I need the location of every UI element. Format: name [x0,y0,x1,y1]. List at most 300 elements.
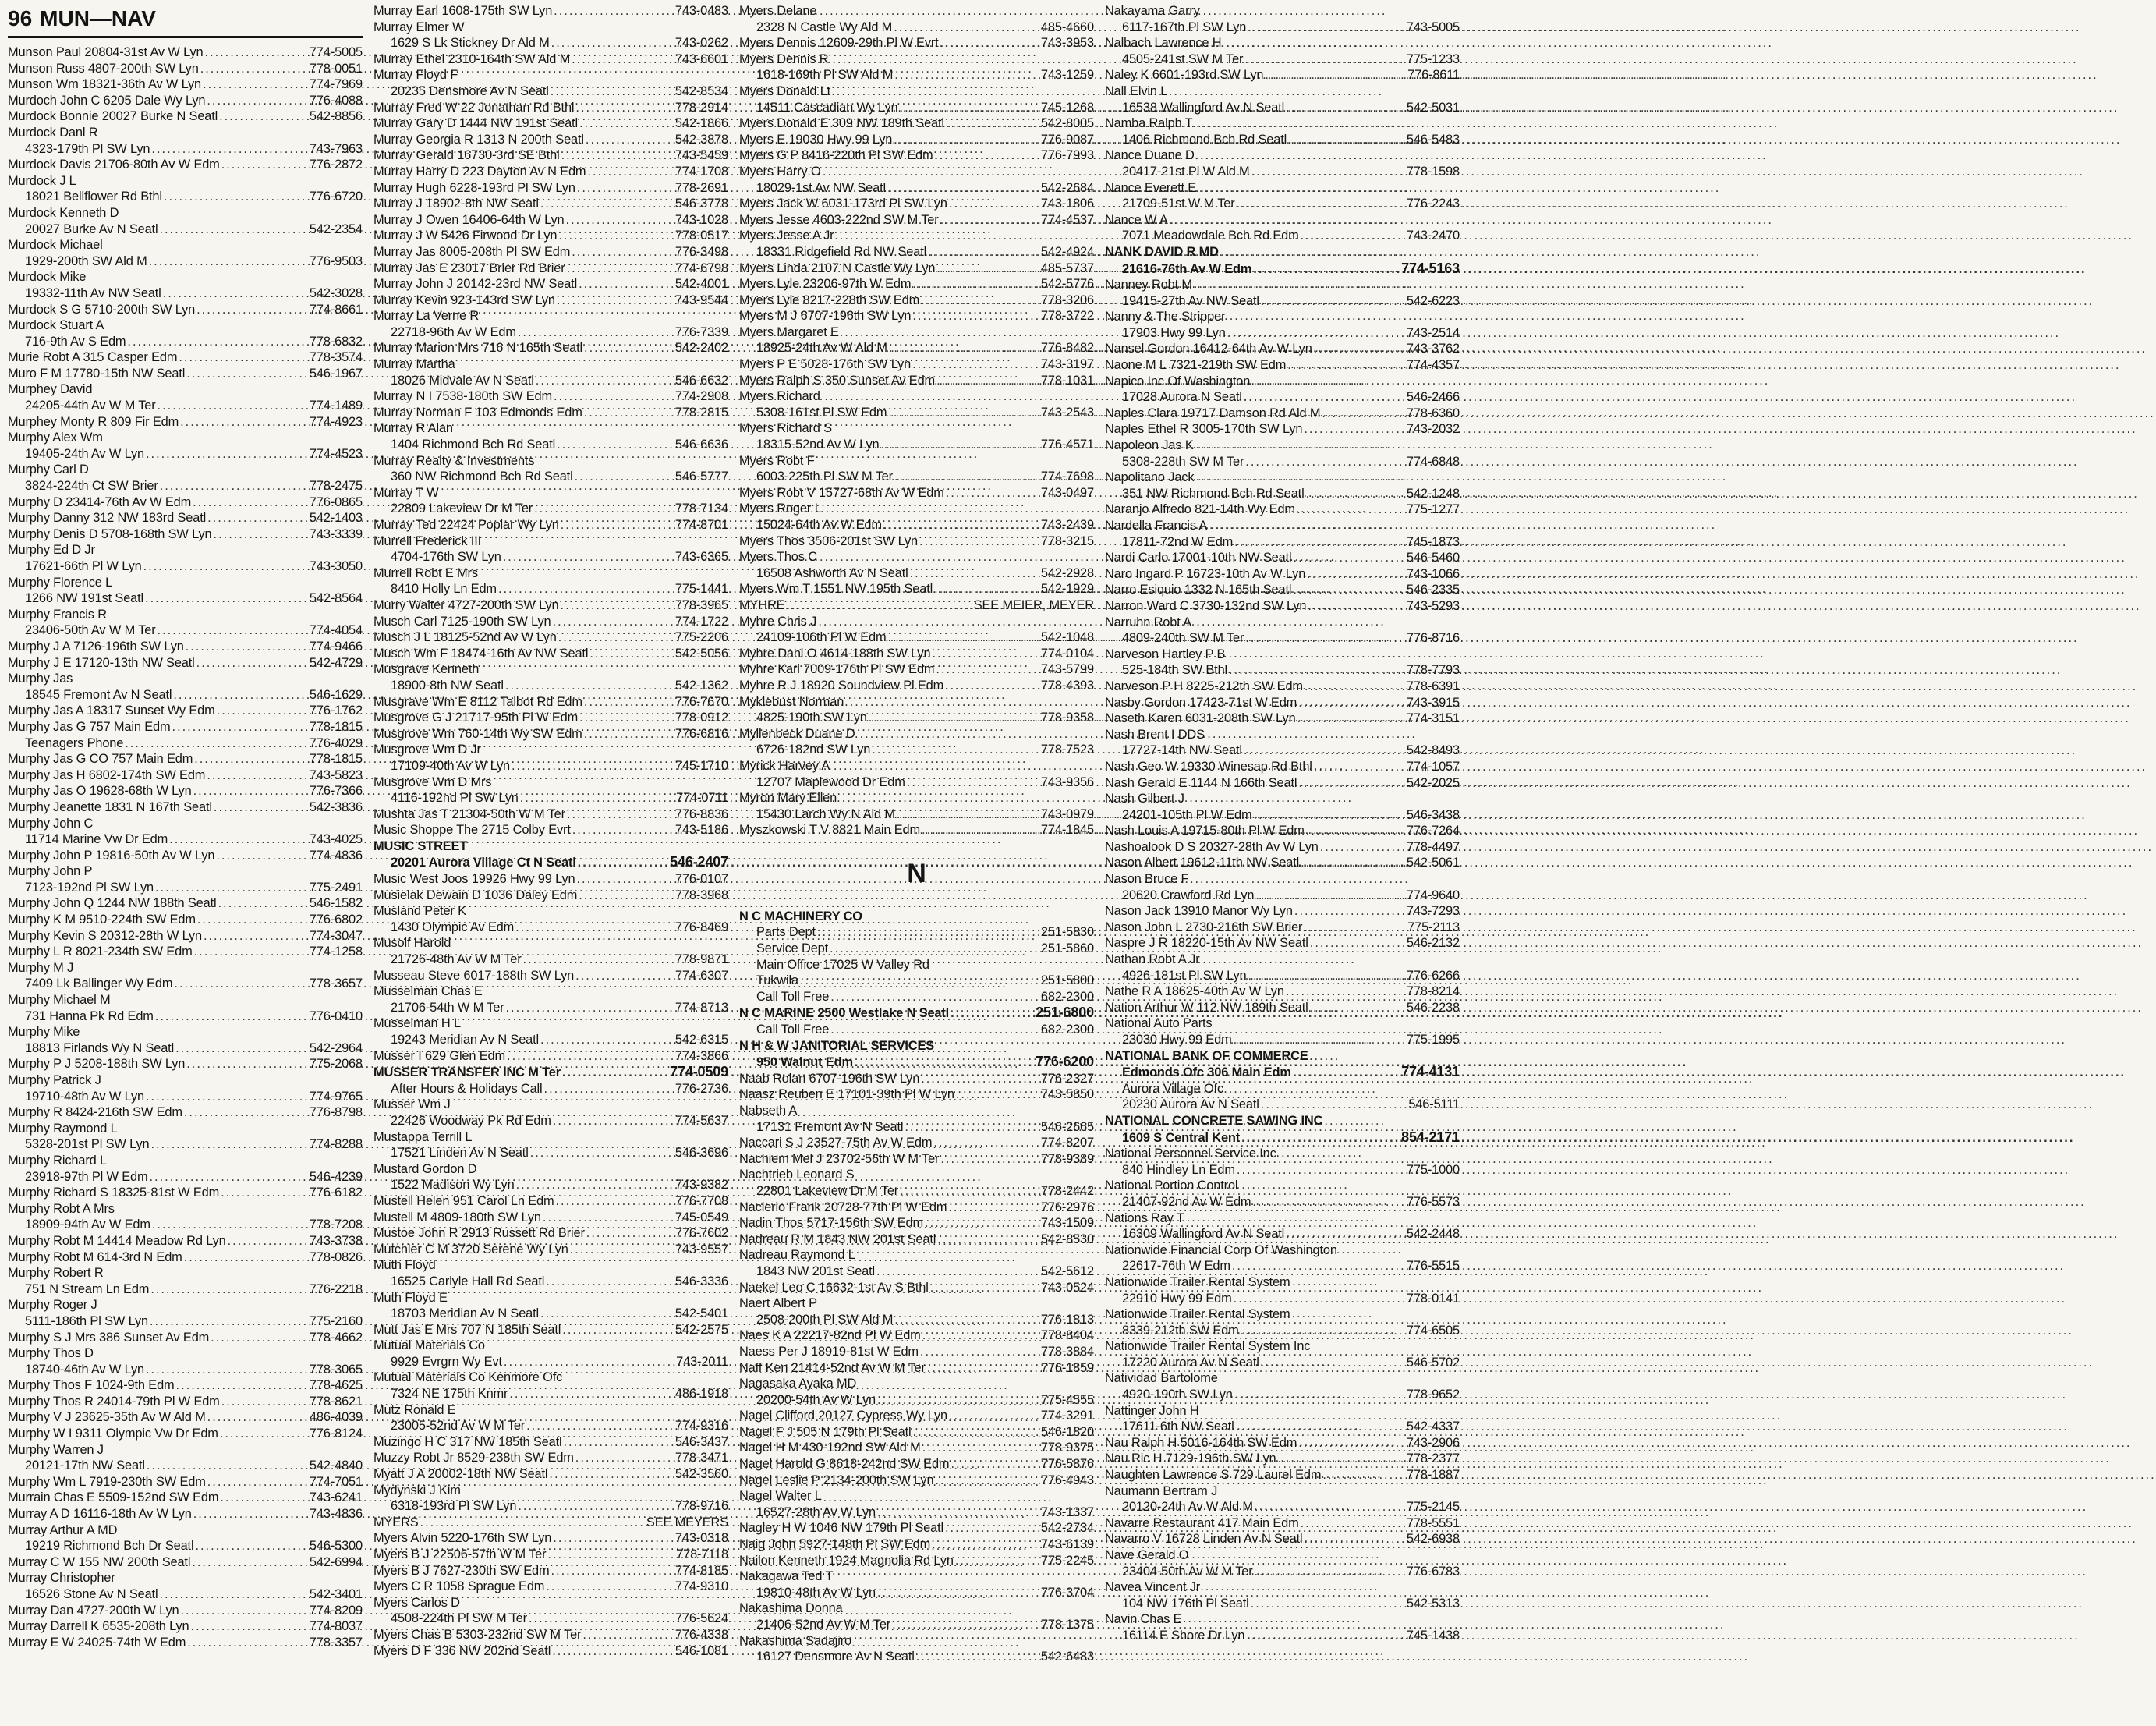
dot-leader [539,196,675,212]
dot-leader [191,494,310,511]
listing-phone: 776-4088 [309,93,363,108]
listing-name: Murphy Roger J [8,1298,97,1313]
dot-leader [919,292,1041,309]
listing-entry [373,1290,728,1306]
listing-name: Myers Alvin 5220-176th SW Lyn [373,1531,552,1546]
listing-entry [373,1081,728,1097]
listing-entry [8,93,363,109]
listing-name: 351 NW Richmond Bch Rd Seatl [1122,486,1305,501]
listing-entry [1105,1081,1460,1097]
dot-leader [199,61,310,77]
listing-entry [1105,952,1460,968]
listing-name: 3824-224th Ct SW Brier [25,479,158,494]
listing-phone: 542-4924 [1040,244,1094,259]
listing-entry [373,854,728,871]
listing-entry [739,51,1094,68]
listing-name: Murray Ethel 2310-164th SW Ald M [373,51,571,66]
listing-entry [8,302,363,318]
listing-phone: 743-9544 [674,292,728,307]
listing-phone: 546-5483 [1406,132,1460,147]
listing-entry [8,1121,363,1137]
listing-name: 2508-200th Pl SW Ald M [756,1312,894,1327]
listing-phone: 542-6483 [1040,1650,1094,1664]
listing-entry [373,1032,728,1048]
dot-leader [876,1504,1041,1521]
listing-name: 18545 Fremont Av N Seatl [25,687,172,702]
listing-name: Myers Jesse 4603-222nd SW M Ter [739,212,939,227]
listing-phone: 778-7793 [1406,663,1460,678]
listing-name: Murphy D 23414-76th Av W Edm [8,494,192,509]
listing-phone: 778-0826 [309,1249,363,1264]
listing-entry [1105,1178,1460,1194]
listing-phone: 774-2908 [674,389,728,404]
listing-phone: 546-5460 [1406,551,1460,565]
listing-entry [373,517,728,533]
listing-phone: 774-8185 [674,1563,728,1578]
listing-phone: 774-6848 [1406,454,1460,469]
listing-entry [739,1520,1094,1536]
dot-leader [1284,1226,1407,1242]
listing-phone: 542-5776 [1040,277,1094,292]
listing-entry [739,646,1094,662]
dot-leader [1239,1323,1407,1339]
listing-entry [739,180,1094,197]
dot-leader [218,1490,310,1506]
listing-phone: 778-7134 [674,501,728,516]
listing-name: 18315-52nd Av W Lyn [756,438,880,452]
listing-phone: 774-3291 [1040,1409,1094,1423]
listing-name: 7409 Lk Ballinger Wy Edm [25,976,173,991]
listing-name: 17028 Aurora N Seatl [1122,390,1242,405]
listing-phone: 745-1438 [1406,1628,1460,1643]
listing-name: Nashoalook D S 20327-28th Av W Lyn [1105,839,1319,854]
listing-entry [739,1456,1094,1473]
listing-name: Myers Jesse A Jr [739,229,834,243]
dot-leader [876,1392,1041,1409]
listing-name: Murphy John C [8,816,94,831]
listing-entry [373,67,728,83]
listing-entry [373,726,728,742]
listing-entry [373,1145,728,1161]
listing-name: 5111-186th Pl SW Lyn [25,1313,148,1328]
listing-name: Murray Jas 8005-208th Pl SW Edm [373,244,571,259]
dot-leader [554,1193,674,1210]
dot-leader [182,1249,310,1266]
listing-name: Murdock J L [8,173,76,188]
listing-phone: 776-7670 [674,694,728,709]
dot-leader [212,526,310,543]
listing-name: Myers Dennis 12609-29th Pl W Evrt [739,36,939,51]
listing-entry [373,1370,728,1386]
listing-phone: 774-8661 [309,302,363,317]
listing-name: Narveson Hartley P B [1105,647,1226,661]
listing-name: N C MACHINERY CO [739,909,862,923]
listing-entry [1105,1419,1460,1435]
listing-entry [1105,550,1460,566]
listing-entry [739,420,1094,437]
listing-entry [8,1104,363,1121]
listing-name: Nanney Robt M [1105,278,1192,292]
listing-name: Murphy Florence L [8,575,113,590]
listing-phone: 778-3471 [674,1451,728,1466]
listing-name: Myers Donald Lt [739,83,831,98]
listing-name: Myers Robt F [739,453,815,468]
listing-name: Nation Arthur W 112 NW 189th Seatl [1105,1000,1308,1015]
listing-name: Munson Wm 18321-36th Av W Lyn [8,77,202,92]
listing-name: 18909-94th Av W Edm [25,1217,150,1232]
dot-leader [943,1520,1041,1536]
listing-entry [8,928,363,945]
listing-entry [8,960,363,976]
listing-name: Murdock S G 5710-200th SW Lyn [8,302,196,317]
listing-phone: 743-3197 [1040,357,1094,372]
dot-leader [578,710,675,726]
listing-name: 19405-24th Av W Lyn [25,446,144,461]
listing-name: Myers B J 22506-57th W M Ter [373,1547,547,1561]
listing-phone: 743-5293 [1406,598,1460,613]
listing-phone: 778-9716 [674,1499,728,1514]
listing-name: 5328-201st Pl SW Lyn [25,1137,150,1152]
listing-name: 4920-190th SW Lyn [1122,1388,1233,1402]
listing-name: 16309 Wallingford Av N Seatl [1122,1227,1285,1242]
listing-entry [739,1473,1094,1489]
listing-name: Murray J W 5426 Firwood Dr Lyn [373,229,558,243]
listing-phone: 774-4357 [1406,358,1460,373]
listing-name: Nations Ray T [1105,1210,1184,1225]
listing-entry [1105,1531,1460,1547]
listing-entry [8,1265,363,1281]
dot-leader [126,334,310,350]
listing-phone: 778-1815 [309,719,363,734]
listing-name: Murray A D 16116-18th Av W Lyn [8,1507,192,1522]
listing-name: Nansel Gordon 16412-64th Av W Lyn [1105,342,1312,356]
listing-entry [8,542,363,558]
listing-name: Naab Rolan 6707-196th SW Lyn [739,1071,920,1086]
listing-entry [739,1295,1094,1312]
dot-leader [1227,662,1407,679]
listing-name: Myhre Danl O 4614-188th SW Lyn [739,646,931,661]
listing-name: Muzzy Robt Jr 8529-238th SW Edm [373,1451,574,1466]
dot-leader [912,1424,1041,1441]
listing-name: Murphy Jeanette 1831 N 167th Seatl [8,799,212,814]
dot-leader [886,629,1040,646]
listing-name: 360 NW Richmond Bch Rd Seatl [391,470,573,484]
listing-phone: 743-5186 [674,823,728,838]
listing-phone: 743-0524 [1040,1280,1094,1295]
listing-phone: 774-7698 [1040,470,1094,484]
listing-name: Nalbach Lawrence H [1105,36,1222,51]
listing-entry [1105,454,1460,470]
listing-phone: 774-1708 [674,164,728,179]
dot-leader [898,100,1041,116]
dot-leader [551,614,675,630]
listing-entry [1105,486,1460,502]
dot-leader [205,767,310,784]
dot-leader [145,1458,310,1474]
dot-leader [911,276,1041,292]
listing-entry [739,1103,1094,1119]
listing-name: Myklebust Norman [739,694,844,709]
dot-leader [939,35,1041,51]
listing-name: Murray Martha [373,357,455,372]
dot-leader [911,308,1041,324]
listing-entry [8,237,363,253]
listing-phone: 542-3560 [674,1467,728,1482]
listing-entry [1105,1000,1460,1016]
listing-entry [373,1161,728,1178]
listing-name: 20235 Densmore Av N Seatl [391,83,549,98]
listing-name: 1618-169th Pl SW Ald M [756,68,894,83]
listing-entry [739,405,1094,421]
dot-leader [1251,1194,1407,1210]
listing-entry [8,44,363,61]
listing-phone: 778-2442 [1040,1183,1094,1198]
dot-leader [539,1306,675,1322]
listing-name: Mustell M 4809-180th SW Lyn [373,1210,541,1225]
listing-phone: 546-2407 [670,854,728,870]
listing-phone: 778-3215 [1040,533,1094,548]
listing-entry [8,222,363,238]
dot-leader [880,437,1041,453]
listing-name: Myers Thos 3506-201st SW Lyn [739,533,919,548]
dot-leader [1246,19,1407,36]
dot-leader [1292,550,1407,566]
listing-entry [739,1312,1094,1328]
listing-entry [739,196,1094,212]
listing-phone: 775-1277 [1406,502,1460,517]
listing-entry [1105,695,1460,711]
listing-entry [8,157,363,173]
listing-name: Murphy Thos R 24014-79th Pl W Edm [8,1394,220,1409]
dot-leader [875,1263,1041,1280]
dot-leader [944,115,1041,132]
listing-entry [739,1488,1094,1504]
dot-leader [949,1456,1040,1473]
dot-leader [921,1440,1041,1456]
listing-entry [8,61,363,77]
listing-phone: 251-5800 [1040,973,1094,988]
dot-leader [1303,679,1407,695]
listing-name: 17811-72nd W Edm [1122,534,1234,549]
dot-leader [1299,855,1407,871]
dot-leader [886,180,1041,197]
listing-name: Edmonds Ofc 306 Main Edm [1122,1065,1291,1080]
listing-entry [1105,196,1460,212]
listing-name: Murray J Owen 16406-64th W Lyn [373,212,565,227]
listing-name: Muth Floyd E [373,1290,448,1305]
listing-name: Murphy L R 8021-234th SW Edm [8,945,193,959]
listing-entry [739,758,1094,774]
listing-name: 6318-193rd Pl SW Lyn [391,1499,517,1514]
listing-entry [8,1201,363,1217]
listing-name: 8339-212th SW Edm [1122,1323,1239,1338]
listing-name: Natividad Bartolome [1105,1371,1218,1386]
listing-name: 23404-50th Av W M Ter [1122,1564,1253,1579]
listing-name: Naess Per J 18919-81st W Edm [739,1344,919,1359]
listing-name: Nau Ralph H 5016-164th SW Edm [1105,1435,1297,1450]
listing-phone: 778-1598 [1406,164,1460,179]
listing-phone: 776-2872 [309,158,363,172]
listing-entry [1105,1226,1460,1242]
page-number: 96 [8,6,33,30]
dot-leader [185,366,310,382]
section-letter: N [907,858,926,888]
listing-name: 21709-51st W M Ter [1122,197,1235,211]
dot-leader [561,1434,674,1451]
listing-name: Musgrove Wm D Jr [373,742,481,757]
listing-entry [373,1193,728,1210]
listing-name: Murray Darrell K 6535-208th Lyn [8,1619,189,1634]
dot-leader [1232,1032,1407,1048]
dot-leader [882,517,1041,533]
listing-name: Murray Realty & Investments [373,453,535,468]
listing-name: Murphy John P [8,864,93,879]
listing-entry [739,67,1094,83]
dot-leader [919,1344,1041,1360]
dot-leader [892,19,1041,36]
dot-leader [943,678,1041,694]
dot-leader [798,973,1041,989]
listing-name: Murray Hugh 6228-193rd Pl SW Lyn [373,180,575,195]
listing-phone: 743-5799 [1040,662,1094,677]
listing-name: Naro Ingard P 16723-10th Av W Lyn [1105,566,1306,581]
dot-leader [1244,454,1407,470]
listing-name: Murdock Kenneth D [8,205,119,220]
listing-entry [1105,791,1460,807]
listing-name: 751 N Stream Ln Edm [25,1281,150,1296]
listing-entry [8,1056,363,1072]
listing-phone: 774-0711 [676,791,728,806]
listing-name: Murray N I 7538-180th SW Edm [373,389,552,404]
listing-entry [739,1183,1094,1200]
listing-name: After Hours & Holidays Call [391,1081,543,1096]
dot-leader [949,1005,1036,1022]
listing-phone: 774-4537 [1040,212,1094,227]
listing-name: 4825-190th SW Lyn [756,711,867,725]
listing-phone: 778-3968 [674,888,728,902]
listing-name: Murray Harry D 223 Dayton Av N Edm [373,164,586,179]
listing-phone: 542-8856 [309,109,363,124]
listing-name: Murphy Robert R [8,1266,104,1281]
listing-name: 15430 Larch Wy N Ald M [756,806,895,821]
listing-name: Nash Louis A 19715-80th Pl W Edm [1105,824,1305,838]
listing-entry [1105,1355,1460,1371]
listing-phone: 776-8124 [309,1427,363,1441]
listing-name: Nason Albert 19612-11th NW Seatl [1105,856,1300,870]
listing-entry [373,774,728,791]
listing-entry [8,189,363,205]
listing-phone: 743-3339 [309,526,363,541]
listing-name: Nationwide Trailer Rental System Inc [1105,1339,1311,1354]
listing-name: Naff Ken 21414-52nd Av W M Ter [739,1360,926,1375]
listing-name: Nagel Leslie P 2134-200th SW Lyn [739,1473,934,1487]
listing-entry [1105,1162,1460,1178]
listing-name: Parts Dept [756,925,816,940]
listing-entry [373,790,728,806]
dot-leader [1250,164,1407,180]
listing-entry [1105,260,1460,278]
listing-entry [1105,598,1460,615]
listing-entry [373,1129,728,1146]
listing-entry [1105,1628,1460,1644]
listing-entry [8,1426,363,1442]
listing-phone: 778-2815 [674,405,728,420]
dot-leader [1253,1499,1407,1515]
listing-entry [8,462,363,478]
listing-entry [739,1600,1094,1617]
listing-entry [739,164,1094,180]
listing-phone: 542-2448 [1406,1227,1460,1242]
dot-leader [585,1225,675,1242]
listing-entry [373,597,728,614]
listing-name: 20620 Crawford Rd Lyn [1122,888,1255,902]
listing-phone: 774-1722 [674,614,728,629]
dot-leader [179,1603,309,1619]
listing-name: 16538 Wallingford Av N Seatl [1122,100,1285,115]
listing-name: Naseth Karen 6031-208th SW Lyn [1105,711,1296,726]
listing-phone: 745-1268 [1040,100,1094,115]
listing-name: Murphy V J 23625-35th Av W Ald M [8,1410,206,1425]
dot-leader [933,1473,1041,1489]
listing-entry [8,735,363,752]
dot-leader [192,783,310,799]
listing-entry [8,398,363,414]
listing-entry [1105,775,1460,792]
listing-phone: 485-5737 [1040,260,1094,275]
listing-entry [1105,968,1460,984]
listing-name: National Auto Parts [1105,1016,1213,1031]
dot-leader [150,141,310,158]
listing-name: Nagel Clifford 20127 Cypress Wy Lyn [739,1409,947,1423]
listing-phone: 774-1489 [309,399,363,413]
listing-entry [8,430,363,446]
listing-phone: 743-1337 [1040,1504,1094,1519]
listing-entry [8,1249,363,1266]
listing-entry [8,1522,363,1539]
listing-name: Murphy Kevin S 20312-28th W Lyn [8,928,202,943]
listing-phone: 774-6505 [1406,1323,1460,1338]
listing-entry [373,485,728,501]
listing-phone: 778-8404 [1040,1328,1094,1343]
listing-phone: 778-4497 [1406,839,1460,854]
listing-entry [1105,759,1460,775]
listing-name: Murphy Jas G 757 Main Edm [8,719,171,734]
listing-phone: 776-7264 [1406,824,1460,838]
listing-entry [1105,1242,1460,1259]
dot-leader [550,1563,675,1579]
guide-words: MUN—NAV [40,6,156,30]
listing-phone: 546-3437 [674,1434,728,1449]
listing-phone: 743-2011 [676,1354,728,1369]
dot-leader [497,581,675,597]
dot-leader [220,157,310,173]
dot-leader [206,1409,310,1426]
listing-name: Muro F M 17780-15th NW Seatl [8,366,186,381]
listing-name: Nance W A [1105,212,1168,227]
listing-column-3-top [739,3,1094,838]
listing-phone: 774-4523 [309,446,363,461]
listing-name: Myers Delane [739,4,817,18]
listing-entry [1105,855,1460,871]
listing-entry [739,1280,1094,1296]
dot-leader [219,1185,310,1201]
listing-entry [373,1064,728,1081]
listing-phone: 775-2113 [1407,920,1460,934]
dot-leader [144,1362,310,1378]
listing-phone: 743-6241 [309,1490,363,1505]
listing-entry [373,806,728,823]
listing-entry [8,863,363,880]
